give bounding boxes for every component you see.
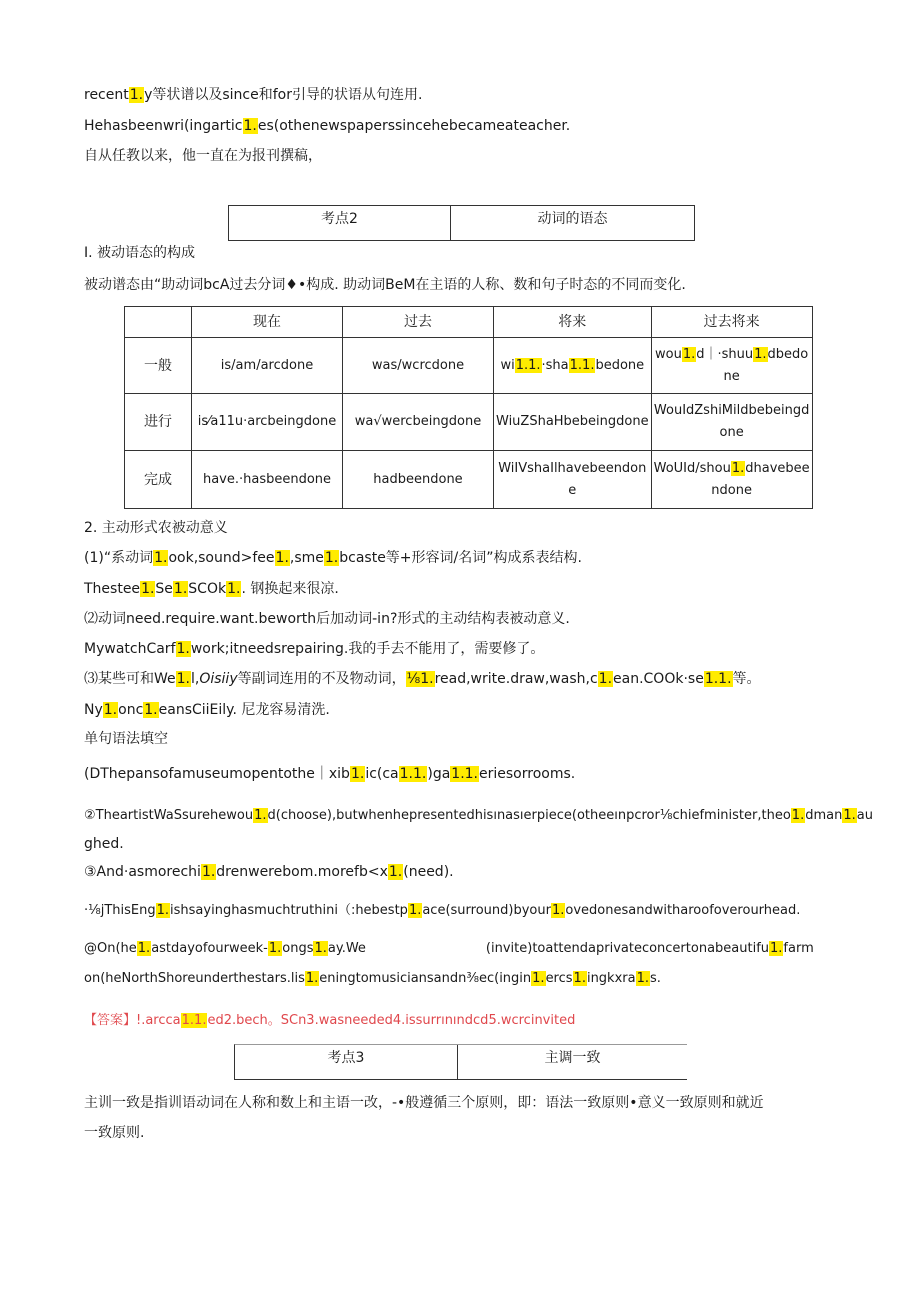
example-sentence-en: Hehasbeenwri(ingartic1.es(othenewspaperssincehebecameateacher. bbox=[84, 118, 571, 134]
rule-3: ⑶某些可和We1.l,Oisiiy等副词连用的不及物动词，⅛1.read,write.draw,wash,c1.ean.COOk·se1.1.等。 bbox=[84, 671, 761, 687]
passive-description: 被动谱态由“助动词bcA过去分词♦•构成. 助动词BeM在主语的人称、数和句子时态的不同而变化. bbox=[84, 277, 686, 293]
exercise-5: @On(he1.astdayofourweek-1.ongs1.ay.We (invite)toattendaprivateconcertonabeautifu1.farm bbox=[84, 941, 814, 956]
answer-key: 【答案】!.arcca1.1.ed2.bech。SCn3.wasneeded4.issurrınındcd5.wcrcinvited bbox=[84, 1013, 576, 1028]
section-heading-passive: I. 被动语态的构成 bbox=[84, 245, 196, 261]
table-cell: WouIdZshiMildbebeingd one bbox=[651, 394, 812, 451]
agreement-description: 主训一致是指训语动词在人称和数上和主语一改，-•般遵循三个原则，即：语法一致原则•意义一致原则和就近 bbox=[84, 1095, 764, 1111]
exercise-title: 单句语法填空 bbox=[84, 731, 168, 747]
table-header-cell bbox=[125, 307, 192, 338]
exercise-3: ③And·asmorechi1.drenwerebom.morefb<x1.(need). bbox=[84, 864, 454, 880]
table-cell: WoUId/shou1.dhavebee ndone bbox=[651, 451, 812, 509]
exercise-2-cont: ghed. bbox=[84, 836, 124, 852]
topic-box-3 bbox=[234, 1044, 687, 1080]
table-row bbox=[125, 451, 813, 509]
table-cell: have.·hasbeendone bbox=[192, 451, 343, 509]
section-heading-active-passive: 2. 主动形式农被动意义 bbox=[84, 520, 228, 536]
table-header-cell: 过去将来 bbox=[651, 307, 812, 338]
agreement-description-cont: 一致原则. bbox=[84, 1125, 145, 1141]
rule-3-example: Ny1.onc1.eansCiiEily. 尼龙容易清洗. bbox=[84, 702, 330, 718]
table-cell: wa√wercbeingdone bbox=[343, 394, 494, 451]
topic-box-3-label: 考点3 bbox=[327, 1050, 365, 1066]
table-header-cell: 过去 bbox=[343, 307, 494, 338]
exercise-4: ·⅛jThisEng1.ishsayinghasmuchtruthini（:hebestp1.ace(surround)byour1.ovedonesandwitharoofoverourhead. bbox=[84, 903, 801, 918]
table-cell: hadbeendone bbox=[343, 451, 494, 509]
topic-box-2-label: 考点2 bbox=[321, 211, 358, 227]
table-cell: was/wcrcdone bbox=[343, 338, 494, 394]
topic-box-2-title: 动词的语态 bbox=[450, 206, 694, 240]
row-label: 一般 bbox=[125, 338, 192, 394]
table-header-row bbox=[125, 307, 813, 338]
exercise-5-cont: on(heNorthShoreunderthestars.lis1.eningtomusiciansandn⅜ec(ingin1.ercs1.ingkxra1.s. bbox=[84, 971, 661, 986]
row-label: 完成 bbox=[125, 451, 192, 509]
table-cell: wou1.d｜·shuu1.dbedo ne bbox=[651, 338, 812, 394]
passive-voice-table bbox=[124, 306, 813, 509]
row-label: 进行 bbox=[125, 394, 192, 451]
table-cell: is/am/arcdone bbox=[192, 338, 343, 394]
table-cell: WiIVshaIlhavebeendon e bbox=[494, 451, 652, 509]
exercise-1: (DThepansofamuseumopentothe｜xib1.ic(ca1.1.)ga1.1.eriesorrooms. bbox=[84, 766, 576, 782]
example-sentence-zh: 自从任教以来，他一直在为报刊撰稿， bbox=[84, 148, 322, 164]
table-cell: wi1.1.·sha1.1.bedone bbox=[494, 338, 652, 394]
rule-2-example: MywatchCarf1.work;itneedsrepairing.我的手去不能用了，需要修了。 bbox=[84, 641, 545, 657]
intro-line-1: recent1.y等状谱以及since和for引导的状语从句连用. bbox=[84, 87, 423, 103]
rule-2: ⑵动词need.require.want.beworth后加动词-in?形式的主动结构表被动意义. bbox=[84, 611, 570, 627]
topic-box-2 bbox=[228, 205, 695, 241]
table-row bbox=[125, 394, 813, 451]
exercise-2: ②TheartistWaSsurehewou1.d(choose),butwhenhepresentedhisınasıerpiece(otheeınpcror⅛chiefminister,theo1.dman1.au bbox=[84, 808, 873, 823]
rule-1: (1)“系动词1.ook,sound>fee1.,sme1.bcaste等+形容词/名词”构成系表结构. bbox=[84, 550, 582, 566]
table-cell: WiuZShaHbebeingdone bbox=[494, 394, 652, 451]
rule-1-example: Thestee1.Se1.SCOk1.. 钢换起来很凉. bbox=[84, 581, 339, 597]
table-row bbox=[125, 338, 813, 394]
table-header-cell: 现在 bbox=[192, 307, 343, 338]
table-cell: is⁄a11u·arcbeingdone bbox=[192, 394, 343, 451]
topic-box-3-title: 主调一致 bbox=[457, 1045, 687, 1079]
table-header-cell: 将来 bbox=[494, 307, 652, 338]
